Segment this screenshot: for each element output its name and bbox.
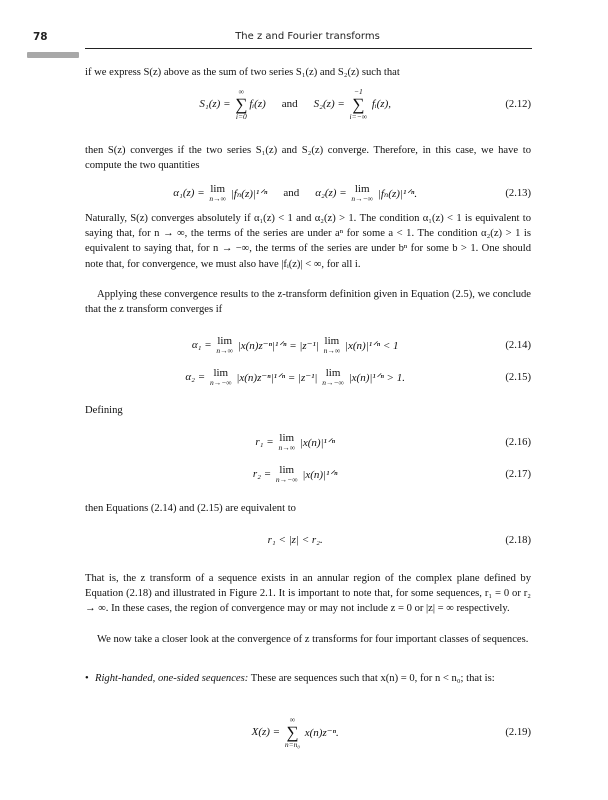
eq-lhs: S₁(z) =: [199, 98, 234, 111]
sum-operator: [350, 88, 368, 121]
equation-number: (2.12): [505, 98, 531, 110]
lim-subscript: n→∞: [209, 194, 226, 203]
equation-number: (2.13): [505, 187, 531, 199]
header-rule: [85, 48, 532, 49]
eq-term: x(n)z⁻ⁿ.: [302, 726, 339, 739]
equation-number: (2.17): [505, 468, 531, 480]
eq-lhs: α₂(z) =: [315, 187, 350, 200]
eq-term: |x(n)|¹ᐟⁿ: [297, 436, 335, 449]
sum-operator: [285, 716, 300, 749]
lim-symbol: lim: [324, 335, 340, 347]
equation-number: (2.16): [505, 436, 531, 448]
eq-and: and: [283, 187, 300, 200]
limit-operator: [210, 368, 232, 387]
header-tab-marker: [27, 52, 79, 58]
limit-operator: [209, 184, 226, 203]
equation-2-13: [85, 184, 531, 203]
eq-term: fᵢ(z),: [369, 98, 391, 111]
equation-2-16: [85, 433, 531, 452]
paragraph: We now take a closer look at the convergence of z transforms for four important classes of sequences.: [97, 634, 529, 645]
paragraph: Applying these convergence results to the z-transform definition given in Equation (2.5), we conclude that the z transform converges if: [85, 289, 531, 316]
eq-lhs: r₂ =: [252, 468, 274, 481]
eq-lhs: X(z) =: [251, 726, 283, 739]
bullet-text: These are sequences such that x(n) = 0, for n < n₀; that is:: [250, 673, 495, 684]
sum-symbol: ∑: [352, 94, 365, 114]
lim-symbol: lim: [210, 183, 226, 195]
limit-operator: [276, 465, 298, 484]
limit-operator: [278, 433, 295, 452]
equation-number: (2.18): [505, 534, 531, 546]
eq-lhs: α₂ =: [185, 371, 208, 384]
bullet-item: [85, 671, 531, 686]
paragraph: Naturally, S(z) converges absolutely if α₁(z) < 1 and α₂(z) > 1. The condition α₁(z) < 1 is equivalent to saying that, for n → ∞, the terms of the series are under aⁿ for some a < 1. The condition α₂(z) > 1 is equivalent to saying that, for n → −∞, the terms of the series are under bⁿ for some b > 1. One should note that, for convergence, we must also have |fᵢ(z)| < ∞, for all i.: [85, 213, 531, 270]
equation-2-14: [85, 336, 531, 355]
bullet-title: Right-handed, one-sided sequences:: [95, 673, 249, 684]
eq-term: |x(n)|¹ᐟⁿ < 1: [342, 339, 399, 352]
lim-subscript: n→∞: [216, 346, 233, 355]
lim-subscript: n→∞: [278, 443, 296, 452]
lim-symbol: lim: [279, 464, 295, 476]
eq-term: r₁ < |z| < r₂.: [267, 534, 323, 546]
equation-number: (2.19): [505, 726, 531, 738]
lim-subscript: n→−∞: [209, 378, 232, 387]
running-title: The z and Fourier transforms: [235, 31, 380, 42]
equation-number: (2.14): [505, 339, 531, 351]
sum-upper-limit: ∞: [238, 87, 244, 96]
lim-symbol: lim: [354, 183, 370, 195]
lim-subscript: n→−∞: [322, 378, 344, 387]
sum-upper-limit: −1: [353, 87, 363, 96]
sum-symbol: ∑: [235, 94, 248, 114]
lim-symbol: lim: [325, 367, 341, 379]
sum-operator: [235, 88, 247, 121]
page-number: 78: [33, 31, 48, 43]
paragraph: if we express S(z) above as the sum of two series S₁(z) and S₂(z) such that: [85, 67, 400, 78]
sum-lower-limit: i=−∞: [349, 112, 368, 122]
limit-operator: [324, 336, 341, 355]
sum-symbol: ∑: [286, 722, 299, 742]
equation-2-18: [85, 534, 531, 546]
eq-lhs: r₁ =: [255, 436, 277, 449]
limit-operator: [216, 336, 233, 355]
lim-subscript: n→−∞: [351, 194, 374, 203]
equation-number: (2.15): [505, 371, 531, 383]
eq-term: |x(n)z⁻ⁿ|¹ᐟⁿ = |z⁻¹|: [233, 371, 321, 384]
sum-lower-limit: n=n₀: [284, 740, 301, 750]
lim-symbol: lim: [279, 432, 295, 444]
limit-operator: [351, 184, 373, 203]
eq-term: |x(n)z⁻ⁿ|¹ᐟⁿ = |z⁻¹|: [234, 339, 322, 352]
eq-lhs: α₁ =: [191, 339, 215, 352]
eq-term: |x(n)|¹ᐟⁿ: [299, 468, 338, 481]
limit-operator: [322, 368, 344, 387]
equation-2-17: [85, 465, 531, 484]
eq-term: |fₙ(z)|¹ᐟⁿ.: [375, 187, 418, 200]
paragraph: Defining: [85, 405, 123, 416]
equation-2-19: [85, 716, 531, 749]
lim-symbol: lim: [217, 335, 233, 347]
eq-term: |fₙ(z)|¹ᐟⁿ: [228, 187, 268, 200]
paragraph: then Equations (2.14) and (2.15) are equivalent to: [85, 503, 296, 514]
eq-lhs: S₂(z) =: [313, 98, 348, 111]
paragraph: then S(z) converges if the two series S₁(z) and S₂(z) converge. Therefore, in this case, we have to compute the two quantities: [85, 145, 531, 172]
eq-term: |x(n)|¹ᐟⁿ > 1.: [345, 371, 405, 384]
sum-upper-limit: ∞: [289, 715, 296, 724]
eq-term: fᵢ(z): [249, 98, 266, 111]
lim-subscript: n→∞: [323, 346, 341, 355]
lim-symbol: lim: [213, 367, 229, 379]
equation-2-12: [85, 88, 531, 121]
lim-subscript: n→−∞: [275, 475, 298, 484]
eq-lhs: α₁(z) =: [173, 187, 208, 200]
paragraph: That is, the z transform of a sequence exists in an annular region of the complex plane defined by Equation (2.18) and illustrated in Figure 2.1. It is important to note that, for some sequences, r₁ = 0 or r₂ → ∞. In these cases, the region of convergence may or may not include z = 0 or |z| = ∞ respectively.: [85, 573, 531, 615]
eq-and: and: [281, 98, 298, 111]
equation-2-15: [85, 368, 531, 387]
bullet-mark: •: [85, 673, 89, 684]
sum-lower-limit: i=0: [235, 112, 247, 122]
